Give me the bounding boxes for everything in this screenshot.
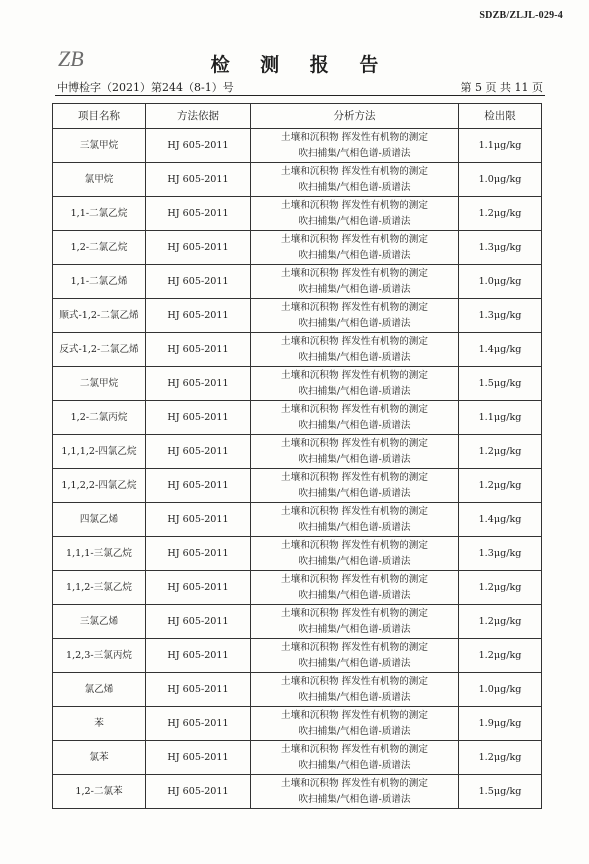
cell-method-basis: HJ 605-2011 xyxy=(146,401,251,435)
cell-method-basis: HJ 605-2011 xyxy=(146,197,251,231)
cell-detection-limit: 1.3μg/kg xyxy=(459,299,542,333)
cell-analysis-method xyxy=(251,333,459,367)
cell-detection-limit: 1.2μg/kg xyxy=(459,605,542,639)
cell-item-name: 1,1-二氯乙烯 xyxy=(53,265,146,299)
analysis-method-line-1: 土壤和沉积物 挥发性有机物的测定 xyxy=(281,437,428,449)
analysis-method-line-2: 吹扫捕集/气相色谱-质谱法 xyxy=(298,317,411,329)
cell-analysis-method xyxy=(251,537,459,571)
analysis-method-line-2: 吹扫捕集/气相色谱-质谱法 xyxy=(298,147,411,159)
cell-method-basis: HJ 605-2011 xyxy=(146,299,251,333)
table-row xyxy=(53,741,542,775)
cell-analysis-method xyxy=(251,673,459,707)
table-row xyxy=(53,537,542,571)
cell-item-name: 1,1,2,2-四氯乙烷 xyxy=(53,469,146,503)
analysis-method-line-1: 土壤和沉积物 挥发性有机物的测定 xyxy=(281,777,428,789)
cell-analysis-method xyxy=(251,265,459,299)
table-row xyxy=(53,605,542,639)
cell-analysis-method xyxy=(251,741,459,775)
cell-analysis-method xyxy=(251,231,459,265)
cell-analysis-method xyxy=(251,469,459,503)
cell-analysis-method xyxy=(251,299,459,333)
analysis-method-line-1: 土壤和沉积物 挥发性有机物的测定 xyxy=(281,267,428,279)
cell-method-basis: HJ 605-2011 xyxy=(146,537,251,571)
analysis-method-line-1: 土壤和沉积物 挥发性有机物的测定 xyxy=(281,301,428,313)
cell-analysis-method xyxy=(251,775,459,809)
analysis-method-line-1: 土壤和沉积物 挥发性有机物的测定 xyxy=(281,165,428,177)
cell-item-name: 苯 xyxy=(53,707,146,741)
report-title: 检 测 报 告 xyxy=(210,54,391,76)
cell-method-basis: HJ 605-2011 xyxy=(146,435,251,469)
analysis-method-line-1: 土壤和沉积物 挥发性有机物的测定 xyxy=(281,675,428,687)
table-row xyxy=(53,299,542,333)
column-header-limit: 检出限 xyxy=(459,104,542,129)
table-row xyxy=(53,333,542,367)
analysis-method-line-1: 土壤和沉积物 挥发性有机物的测定 xyxy=(281,199,428,211)
analysis-method-line-1: 土壤和沉积物 挥发性有机物的测定 xyxy=(281,743,428,755)
cell-item-name: 1,1-二氯乙烷 xyxy=(53,197,146,231)
cell-detection-limit: 1.5μg/kg xyxy=(459,367,542,401)
cell-detection-limit: 1.4μg/kg xyxy=(459,503,542,537)
cell-method-basis: HJ 605-2011 xyxy=(146,571,251,605)
cell-analysis-method xyxy=(251,571,459,605)
cell-detection-limit: 1.2μg/kg xyxy=(459,197,542,231)
analysis-method-line-1: 土壤和沉积物 挥发性有机物的测定 xyxy=(281,709,428,721)
cell-method-basis: HJ 605-2011 xyxy=(146,231,251,265)
cell-method-basis: HJ 605-2011 xyxy=(146,367,251,401)
table-row xyxy=(53,367,542,401)
cell-analysis-method xyxy=(251,435,459,469)
cell-detection-limit: 1.5μg/kg xyxy=(459,775,542,809)
analysis-method-line-1: 土壤和沉积物 挥发性有机物的测定 xyxy=(281,505,428,517)
analysis-method-line-1: 土壤和沉积物 挥发性有机物的测定 xyxy=(281,335,428,347)
table-row xyxy=(53,401,542,435)
cell-method-basis: HJ 605-2011 xyxy=(146,741,251,775)
table-row xyxy=(53,231,542,265)
cell-analysis-method xyxy=(251,197,459,231)
analysis-method-line-2: 吹扫捕集/气相色谱-质谱法 xyxy=(298,657,411,669)
cell-item-name: 1,1,1-三氯乙烷 xyxy=(53,537,146,571)
cell-item-name: 氯甲烷 xyxy=(53,163,146,197)
report-number: 中博检字（2021）第244（8-1）号 xyxy=(57,81,234,94)
cell-method-basis: HJ 605-2011 xyxy=(146,639,251,673)
cell-item-name: 氯苯 xyxy=(53,741,146,775)
cell-detection-limit: 1.2μg/kg xyxy=(459,639,542,673)
page-number: 第 5 页 共 11 页 xyxy=(460,81,543,94)
analysis-method-line-2: 吹扫捕集/气相色谱-质谱法 xyxy=(298,385,411,397)
analysis-method-line-2: 吹扫捕集/气相色谱-质谱法 xyxy=(298,487,411,499)
analysis-method-line-2: 吹扫捕集/气相色谱-质谱法 xyxy=(298,759,411,771)
analysis-method-line-2: 吹扫捕集/气相色谱-质谱法 xyxy=(298,589,411,601)
table-row xyxy=(53,197,542,231)
table-row xyxy=(53,707,542,741)
cell-detection-limit: 1.2μg/kg xyxy=(459,435,542,469)
cell-item-name: 三氯甲烷 xyxy=(53,129,146,163)
cell-method-basis: HJ 605-2011 xyxy=(146,129,251,163)
cell-detection-limit: 1.1μg/kg xyxy=(459,401,542,435)
table-row xyxy=(53,775,542,809)
analysis-method-line-2: 吹扫捕集/气相色谱-质谱法 xyxy=(298,623,411,635)
analysis-method-line-2: 吹扫捕集/气相色谱-质谱法 xyxy=(298,351,411,363)
analysis-method-line-2: 吹扫捕集/气相色谱-质谱法 xyxy=(298,453,411,465)
table-row xyxy=(53,469,542,503)
analysis-method-line-1: 土壤和沉积物 挥发性有机物的测定 xyxy=(281,607,428,619)
cell-item-name: 四氯乙烯 xyxy=(53,503,146,537)
cell-detection-limit: 1.9μg/kg xyxy=(459,707,542,741)
column-header-method: 分析方法 xyxy=(251,104,459,129)
cell-item-name: 三氯乙烯 xyxy=(53,605,146,639)
cell-item-name: 氯乙烯 xyxy=(53,673,146,707)
table-row xyxy=(53,265,542,299)
cell-method-basis: HJ 605-2011 xyxy=(146,265,251,299)
cell-item-name: 1,2-二氯丙烷 xyxy=(53,401,146,435)
table-body xyxy=(53,129,542,809)
table-header-row xyxy=(53,104,542,129)
cell-detection-limit: 1.2μg/kg xyxy=(459,741,542,775)
cell-detection-limit: 1.1μg/kg xyxy=(459,129,542,163)
header-divider xyxy=(55,95,545,96)
analysis-method-line-2: 吹扫捕集/气相色谱-质谱法 xyxy=(298,181,411,193)
analysis-method-line-1: 土壤和沉积物 挥发性有机物的测定 xyxy=(281,369,428,381)
cell-detection-limit: 1.3μg/kg xyxy=(459,537,542,571)
cell-analysis-method xyxy=(251,639,459,673)
analysis-method-line-2: 吹扫捕集/气相色谱-质谱法 xyxy=(298,419,411,431)
cell-method-basis: HJ 605-2011 xyxy=(146,775,251,809)
cell-analysis-method xyxy=(251,503,459,537)
table-row xyxy=(53,673,542,707)
analysis-method-line-1: 土壤和沉积物 挥发性有机物的测定 xyxy=(281,573,428,585)
cell-detection-limit: 1.0μg/kg xyxy=(459,673,542,707)
cell-method-basis: HJ 605-2011 xyxy=(146,469,251,503)
cell-analysis-method xyxy=(251,129,459,163)
cell-detection-limit: 1.2μg/kg xyxy=(459,571,542,605)
table-row xyxy=(53,503,542,537)
cell-detection-limit: 1.3μg/kg xyxy=(459,231,542,265)
analysis-method-line-2: 吹扫捕集/气相色谱-质谱法 xyxy=(298,249,411,261)
cell-method-basis: HJ 605-2011 xyxy=(146,503,251,537)
analysis-method-line-1: 土壤和沉积物 挥发性有机物的测定 xyxy=(281,403,428,415)
cell-analysis-method xyxy=(251,163,459,197)
cell-item-name: 反式-1,2-二氯乙烯 xyxy=(53,333,146,367)
cell-detection-limit: 1.2μg/kg xyxy=(459,469,542,503)
analysis-method-line-1: 土壤和沉积物 挥发性有机物的测定 xyxy=(281,131,428,143)
cell-detection-limit: 1.0μg/kg xyxy=(459,265,542,299)
analysis-method-line-2: 吹扫捕集/气相色谱-质谱法 xyxy=(298,521,411,533)
cell-method-basis: HJ 605-2011 xyxy=(146,163,251,197)
analysis-method-line-2: 吹扫捕集/气相色谱-质谱法 xyxy=(298,283,411,295)
analysis-method-line-1: 土壤和沉积物 挥发性有机物的测定 xyxy=(281,641,428,653)
column-header-basis: 方法依据 xyxy=(146,104,251,129)
detection-methods-table xyxy=(52,103,542,809)
company-logo: ZB xyxy=(58,46,84,71)
cell-item-name: 1,1,2-三氯乙烷 xyxy=(53,571,146,605)
analysis-method-line-1: 土壤和沉积物 挥发性有机物的测定 xyxy=(281,539,428,551)
cell-detection-limit: 1.4μg/kg xyxy=(459,333,542,367)
analysis-method-line-2: 吹扫捕集/气相色谱-质谱法 xyxy=(298,215,411,227)
analysis-method-line-2: 吹扫捕集/气相色谱-质谱法 xyxy=(298,725,411,737)
cell-item-name: 1,2,3-三氯丙烷 xyxy=(53,639,146,673)
cell-analysis-method xyxy=(251,707,459,741)
analysis-method-line-2: 吹扫捕集/气相色谱-质谱法 xyxy=(298,793,411,805)
column-header-item: 项目名称 xyxy=(53,104,146,129)
table-row xyxy=(53,571,542,605)
table-row xyxy=(53,129,542,163)
cell-method-basis: HJ 605-2011 xyxy=(146,707,251,741)
cell-detection-limit: 1.0μg/kg xyxy=(459,163,542,197)
cell-item-name: 1,2-二氯苯 xyxy=(53,775,146,809)
table-row xyxy=(53,435,542,469)
analysis-method-line-2: 吹扫捕集/气相色谱-质谱法 xyxy=(298,691,411,703)
cell-item-name: 顺式-1,2-二氯乙烯 xyxy=(53,299,146,333)
cell-item-name: 1,1,1,2-四氯乙烷 xyxy=(53,435,146,469)
analysis-method-line-2: 吹扫捕集/气相色谱-质谱法 xyxy=(298,555,411,567)
analysis-method-line-1: 土壤和沉积物 挥发性有机物的测定 xyxy=(281,233,428,245)
cell-analysis-method xyxy=(251,401,459,435)
analysis-method-line-1: 土壤和沉积物 挥发性有机物的测定 xyxy=(281,471,428,483)
table-row xyxy=(53,639,542,673)
table-row xyxy=(53,163,542,197)
cell-item-name: 二氯甲烷 xyxy=(53,367,146,401)
cell-method-basis: HJ 605-2011 xyxy=(146,605,251,639)
cell-method-basis: HJ 605-2011 xyxy=(146,673,251,707)
cell-analysis-method xyxy=(251,367,459,401)
cell-item-name: 1,2-二氯乙烷 xyxy=(53,231,146,265)
document-code: SDZB/ZLJL-029-4 xyxy=(479,10,563,21)
cell-method-basis: HJ 605-2011 xyxy=(146,333,251,367)
cell-analysis-method xyxy=(251,605,459,639)
